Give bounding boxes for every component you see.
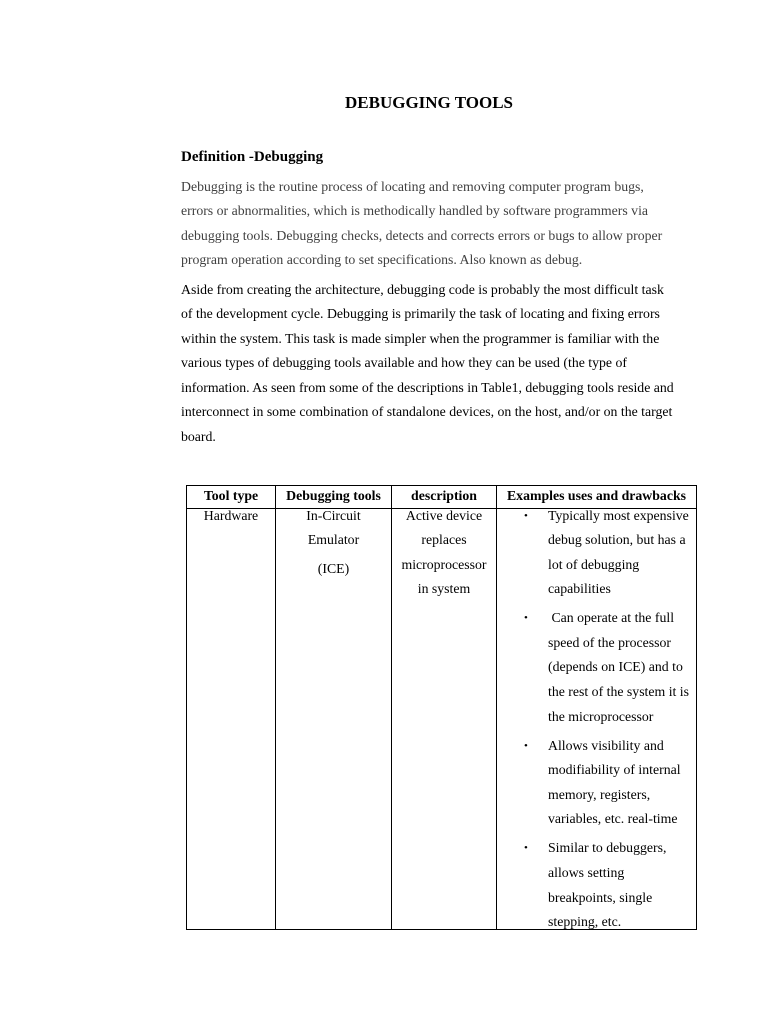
cell-description [392,504,496,602]
example-line: allows setting [548,864,625,880]
body-paragraph [181,278,674,450]
example-line: Similar to debuggers, [548,840,667,856]
example-bullet-item [497,606,696,729]
definition-line: program operation according to set specifications. Also known as debug. [181,252,583,268]
body-line: within the system. This task is made simpler when the programmer is familiar with the [181,330,660,346]
section-heading: Definition -Debugging [181,148,324,165]
definition-paragraph [181,175,662,273]
bullet-marker: • [524,612,528,625]
example-line: Can operate at the full [548,610,675,626]
tools-table [186,485,697,930]
example-line: lot of debugging [548,556,640,572]
cell-line: Emulator [307,532,360,548]
example-line: modifiability of internal [548,762,681,778]
body-line: interconnect in some combination of standalone devices, on the host, and/or on the target [181,404,673,420]
bullet-marker: • [524,739,528,752]
example-line: variables, etc. real-time [548,811,678,827]
example-line: Allows visibility and [548,737,664,753]
definition-line: debugging tools. Debugging checks, detects and corrects errors or bugs to allow proper [181,227,663,243]
cell-line: (ICE) [317,561,350,577]
definition-line: Debugging is the routine process of locating and removing computer program bugs, [181,178,644,194]
example-line: speed of the processor [548,634,671,650]
cell-examples [497,504,696,940]
example-line: the rest of the system it is [548,684,690,700]
example-line: Typically most expensive [548,507,689,523]
cell-line: replaces [421,532,467,548]
cell-tool-type [187,504,275,529]
table-row [187,509,696,929]
header-description: description [411,488,477,503]
cell-line: Active device [405,507,483,523]
document-title: DEBUGGING TOOLS [344,93,513,112]
header-debugging-tools: Debugging tools [286,488,381,503]
body-line: board. [181,429,216,445]
bullet-marker: • [524,842,528,855]
header-tool-type: Tool type [203,488,259,503]
example-line: (depends on ICE) and to [548,659,683,675]
body-line: of the development cycle. Debugging is primarily the task of locating and fixing errors [181,306,660,322]
bullet-marker: • [524,509,528,522]
cell-debugging-tool [276,504,391,582]
cell-line: Hardware [203,507,259,523]
example-bullet-item [497,836,696,934]
cell-line: in system [417,581,471,597]
cell-line: In-Circuit [306,507,361,523]
example-line: stepping, etc. [548,914,622,930]
example-line: the microprocessor [548,708,654,724]
definition-line: errors or abnormalities, which is methodically handled by software programmers via [181,203,649,219]
example-line: breakpoints, single [548,889,653,905]
body-line: Aside from creating the architecture, debugging code is probably the most difficult task [181,281,664,297]
example-bullet-item [497,504,696,602]
example-line: capabilities [548,581,611,597]
header-examples: Examples uses and drawbacks [506,488,687,503]
example-bullet-item [497,734,696,832]
cell-line: microprocessor [401,556,487,572]
example-line: debug solution, but has a [548,532,686,548]
example-line: memory, registers, [548,786,651,802]
body-line: information. As seen from some of the descriptions in Table1, debugging tools reside and [181,379,674,395]
body-line: various types of debugging tools available and how they can be used (the type of [181,355,627,371]
